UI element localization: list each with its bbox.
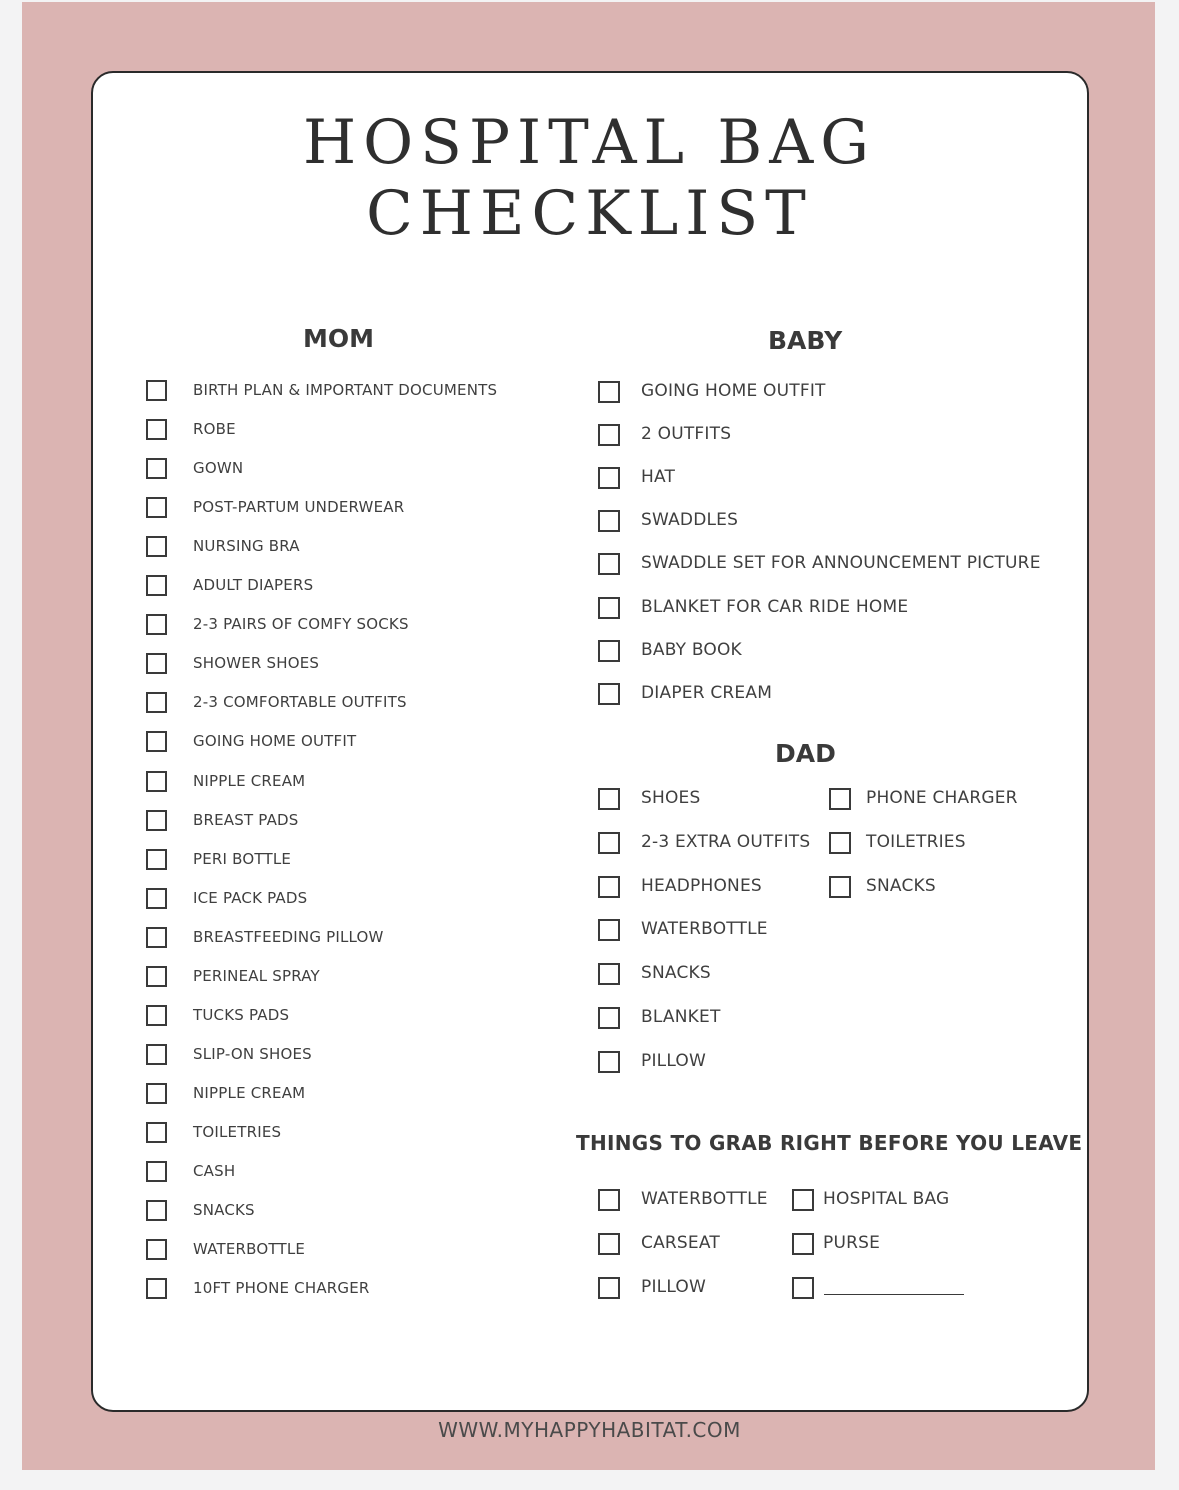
checkbox[interactable] xyxy=(598,510,620,532)
checklist-item-label: SWADDLES xyxy=(641,510,739,531)
checklist-item-label: CARSEAT xyxy=(641,1233,720,1253)
checkbox[interactable] xyxy=(829,876,851,898)
checkbox[interactable] xyxy=(598,832,620,854)
checklist-item-label: PURSE xyxy=(823,1233,881,1253)
checklist-item-label: SNACKS xyxy=(866,876,936,896)
checkbox[interactable] xyxy=(146,458,167,479)
checklist-item-label: TUCKS PADS xyxy=(193,1005,290,1024)
checkbox[interactable] xyxy=(598,1051,620,1073)
checkbox[interactable] xyxy=(146,810,167,831)
checkbox[interactable] xyxy=(598,1007,620,1029)
checklist-item-label: PHONE CHARGER xyxy=(866,788,1018,808)
checkbox[interactable] xyxy=(598,381,620,403)
checkbox[interactable] xyxy=(146,575,167,596)
checklist-item-label: DIAPER CREAM xyxy=(641,682,773,703)
checkbox[interactable] xyxy=(598,553,620,575)
checkbox[interactable] xyxy=(146,1239,167,1260)
checklist-item-label: 2-3 COMFORTABLE OUTFITS xyxy=(193,693,407,712)
checklist-item-label: NIPPLE CREAM xyxy=(193,1083,306,1102)
checklist-item-label: PERI BOTTLE xyxy=(193,849,292,868)
checkbox[interactable] xyxy=(146,692,167,713)
checkbox[interactable] xyxy=(598,424,620,446)
checklist-item-label: TOILETRIES xyxy=(866,832,966,852)
checklist-item-label: GOWN xyxy=(193,459,244,478)
checklist-item-label: ICE PACK PADS xyxy=(193,888,308,907)
mom-heading: MOM xyxy=(303,324,375,353)
checklist-item-label: NURSING BRA xyxy=(193,537,300,556)
checklist-item-label: 2-3 EXTRA OUTFITS xyxy=(641,831,811,852)
checkbox[interactable] xyxy=(146,380,167,401)
checkbox[interactable] xyxy=(792,1189,814,1211)
checklist-item-label: PILLOW xyxy=(641,1277,706,1297)
checkbox[interactable] xyxy=(829,788,851,810)
checkbox[interactable] xyxy=(146,849,167,870)
checklist-item-label: SNACKS xyxy=(641,963,711,984)
dad-heading: DAD xyxy=(775,739,836,768)
checkbox[interactable] xyxy=(598,919,620,941)
checkbox[interactable] xyxy=(598,1189,620,1211)
checkbox[interactable] xyxy=(598,963,620,985)
checkbox[interactable] xyxy=(146,1122,167,1143)
checkbox[interactable] xyxy=(146,731,167,752)
checkbox[interactable] xyxy=(829,832,851,854)
checkbox[interactable] xyxy=(792,1233,814,1255)
checkbox[interactable] xyxy=(146,1278,167,1299)
checkbox[interactable] xyxy=(146,771,167,792)
checkbox[interactable] xyxy=(146,536,167,557)
checklist-item-label: BABY BOOK xyxy=(641,639,742,660)
checkbox[interactable] xyxy=(598,1233,620,1255)
checklist-item-label: BLANKET xyxy=(641,1007,721,1027)
checklist-item-label: WATERBOTTLE xyxy=(641,1189,768,1209)
checkbox[interactable] xyxy=(146,966,167,987)
checkbox[interactable] xyxy=(146,1044,167,1065)
grab-heading: THINGS TO GRAB RIGHT BEFORE YOU LEAVE xyxy=(576,1131,1083,1155)
checklist-item-label: SHOES xyxy=(641,788,701,808)
checklist-item-label: HAT xyxy=(641,467,676,488)
checkbox[interactable] xyxy=(598,467,620,489)
checklist-item-label: POST-PARTUM UNDERWEAR xyxy=(193,498,405,517)
write-in-line[interactable] xyxy=(824,1294,964,1295)
checkbox[interactable] xyxy=(146,653,167,674)
checkbox[interactable] xyxy=(598,597,620,619)
checklist-item-label: GOING HOME OUTFIT xyxy=(641,381,826,401)
checklist-item-label: BREASTFEEDING PILLOW xyxy=(193,927,384,946)
checklist-item-label: CASH xyxy=(193,1162,236,1180)
checkbox[interactable] xyxy=(146,927,167,948)
checklist-item-label: TOILETRIES xyxy=(193,1122,282,1141)
checklist-item-label: GOING HOME OUTFIT xyxy=(193,732,357,751)
checklist-item-label: 10FT PHONE CHARGER xyxy=(193,1279,370,1298)
checkbox[interactable] xyxy=(146,1161,167,1182)
checklist-item-label: BREAST PADS xyxy=(193,810,299,829)
checklist-item-label: HOSPITAL BAG xyxy=(823,1189,950,1209)
checklist-item-label: SLIP-ON SHOES xyxy=(193,1044,312,1063)
checkbox[interactable] xyxy=(598,788,620,810)
checklist-item-label: BIRTH PLAN & IMPORTANT DOCUMENTS xyxy=(193,381,498,399)
checkbox[interactable] xyxy=(146,497,167,518)
checkbox[interactable] xyxy=(598,640,620,662)
checkbox[interactable] xyxy=(146,1200,167,1221)
baby-heading: BABY xyxy=(768,326,843,355)
checkbox[interactable] xyxy=(598,876,620,898)
checklist-item-label: WATERBOTTLE xyxy=(641,919,768,940)
checklist-item-label: ROBE xyxy=(193,420,236,439)
checkbox[interactable] xyxy=(792,1277,814,1299)
checklist-item-label: SHOWER SHOES xyxy=(193,654,320,673)
checklist-item-label: PILLOW xyxy=(641,1050,706,1071)
checklist-item-label: NIPPLE CREAM xyxy=(193,771,306,790)
title-line-1: HOSPITAL BAG xyxy=(302,107,877,178)
checkbox[interactable] xyxy=(598,1277,620,1299)
checkbox[interactable] xyxy=(146,1005,167,1026)
checklist-item-label: PERINEAL SPRAY xyxy=(193,966,320,985)
checklist-item-label: HEADPHONES xyxy=(641,875,762,896)
checkbox[interactable] xyxy=(146,419,167,440)
checklist-item-label: BLANKET FOR CAR RIDE HOME xyxy=(641,596,909,617)
checklist-item-label: WATERBOTTLE xyxy=(193,1240,306,1259)
checklist-item-label: 2-3 PAIRS OF COMFY SOCKS xyxy=(193,615,409,634)
checklist-item-label: 2 OUTFITS xyxy=(641,424,732,445)
checklist-item-label: SWADDLE SET FOR ANNOUNCEMENT PICTURE xyxy=(641,553,1041,574)
checkbox[interactable] xyxy=(146,888,167,909)
checklist-item-label: ADULT DIAPERS xyxy=(193,576,314,595)
title-line-2: CHECKLIST xyxy=(366,178,813,249)
footer-website: WWW.MYHAPPYHABITAT.COM xyxy=(438,1418,741,1442)
checklist-item-label: SNACKS xyxy=(193,1201,255,1220)
checkbox[interactable] xyxy=(598,683,620,705)
checkbox[interactable] xyxy=(146,1083,167,1104)
checkbox[interactable] xyxy=(146,614,167,635)
